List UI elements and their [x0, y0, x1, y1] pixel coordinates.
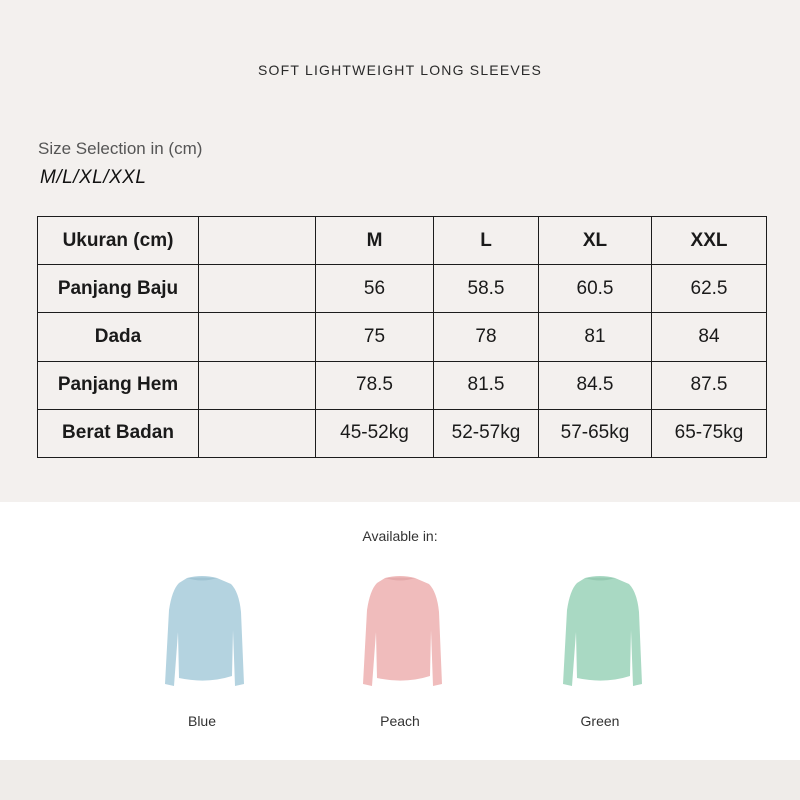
table-row: [38, 313, 767, 361]
size-selection-heading: Size Selection in (cm): [38, 139, 203, 158]
table-cell: 45-52kg: [316, 409, 434, 457]
table-row: [38, 361, 767, 409]
blank-cell: [199, 217, 316, 265]
column-header-xxl: XXL: [652, 217, 767, 265]
table-row: [38, 409, 767, 457]
table-header-row: [38, 217, 767, 265]
shirt-icon: [345, 572, 455, 692]
page-title: SOFT LIGHTWEIGHT LONG SLEEVES: [257, 62, 542, 78]
table-cell: 56: [316, 265, 434, 313]
table-cell: 84.5: [539, 361, 652, 409]
color-name: Green: [580, 713, 620, 729]
column-header-xl: XL: [539, 217, 652, 265]
table-cell: 58.5: [434, 265, 539, 313]
table-cell: 65-75kg: [652, 409, 767, 457]
blank-cell: [199, 265, 316, 313]
row-label: Panjang Baju: [38, 265, 199, 313]
table-cell: 81.5: [434, 361, 539, 409]
available-in-label: Available in:: [362, 528, 438, 544]
header-label-cell: Ukuran (cm): [38, 217, 199, 265]
table-cell: 87.5: [652, 361, 767, 409]
shirt-icon: [147, 572, 257, 692]
shirt-icon: [545, 572, 655, 692]
color-option-blue[interactable]: [132, 572, 272, 742]
blank-cell: [199, 313, 316, 361]
color-availability-section: [0, 502, 800, 760]
table-cell: 78: [434, 313, 539, 361]
blank-cell: [199, 361, 316, 409]
table-cell: 57-65kg: [539, 409, 652, 457]
table-cell: 60.5: [539, 265, 652, 313]
color-option-green[interactable]: [530, 572, 670, 742]
table-cell: 75: [316, 313, 434, 361]
table-cell: 81: [539, 313, 652, 361]
size-table: [37, 216, 767, 458]
table-row: [38, 265, 767, 313]
color-option-peach[interactable]: [330, 572, 470, 742]
size-list: M/L/XL/XXL: [40, 167, 147, 188]
blank-cell: [199, 409, 316, 457]
column-header-l: L: [434, 217, 539, 265]
row-label: Berat Badan: [38, 409, 199, 457]
table-cell: 52-57kg: [434, 409, 539, 457]
color-name: Peach: [380, 713, 420, 729]
table-cell: 84: [652, 313, 767, 361]
color-name: Blue: [187, 713, 217, 729]
bottom-strip: [0, 760, 800, 800]
table-cell: 62.5: [652, 265, 767, 313]
table-cell: 78.5: [316, 361, 434, 409]
row-label: Dada: [38, 313, 199, 361]
row-label: Panjang Hem: [38, 361, 199, 409]
column-header-m: M: [316, 217, 434, 265]
